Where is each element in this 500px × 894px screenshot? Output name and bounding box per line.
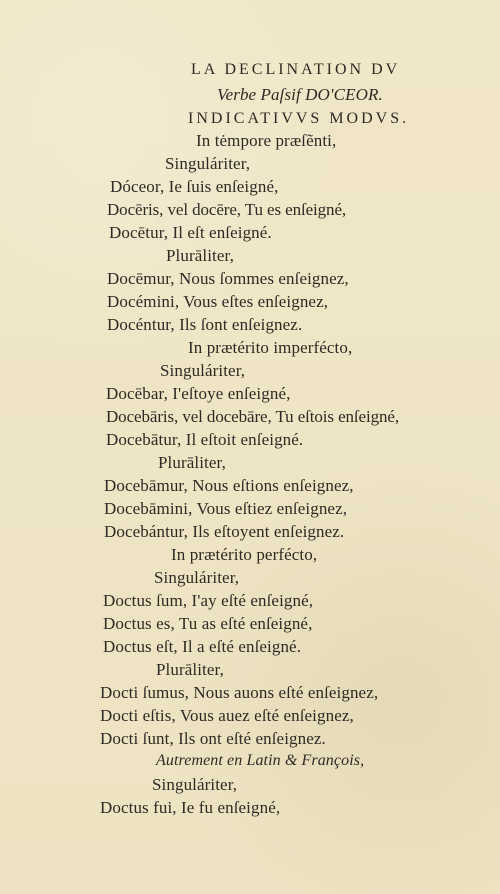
text-line-19: In prætérito perfécto,: [171, 545, 318, 564]
page-header-line-1: LA DECLINATION DV: [191, 61, 401, 78]
text-line-11: Singuláriter,: [160, 361, 246, 380]
text-line-24: Plurāliter,: [156, 660, 224, 679]
text-line-27: Docti ſunt, Ils ont eſté enſeignez.: [100, 729, 326, 748]
text-line-30: Doctus fui, Ie fu enſeigné,: [100, 798, 281, 817]
text-line-5: Docētur, Il eſt enſeigné.: [109, 223, 272, 242]
text-line-26: Docti eſtis, Vous auez eſté enſeignez,: [100, 706, 354, 725]
text-line-1: In tėmpore præſẽnti,: [196, 131, 337, 150]
text-line-25: Docti ſumus, Nous auons eſté enſeignez,: [100, 683, 379, 702]
text-line-21: Doctus ſum, I'ay eſté enſeigné,: [103, 591, 314, 610]
text-line-3: Dóceor, Ie ſuis enſeigné,: [110, 177, 279, 196]
text-line-18: Docebántur, Ils eſtoyent enſeignez.: [104, 522, 345, 541]
text-line-28: Autrement en Latin & François,: [156, 752, 365, 769]
text-line-6: Plurāliter,: [166, 246, 234, 265]
text-line-17: Docebāmini, Vous eſtiez enſeignez,: [104, 499, 348, 518]
text-line-10: In prætérito imperfécto,: [188, 338, 353, 357]
page-header-line-2: Verbe Paſsif DO'CEOR.: [217, 85, 383, 104]
text-line-12: Docēbar, I'eſtoye enſeigné,: [106, 384, 291, 403]
text-line-13: Docebāris, vel docebāre, Tu eſtois enſeigné,: [106, 407, 400, 426]
text-line-20: Singuláriter,: [154, 568, 240, 587]
text-line-7: Docēmur, Nous ſommes enſeignez,: [107, 269, 349, 288]
page-header-line-3: INDICATIVVS MODVS.: [188, 110, 410, 127]
text-line-15: Plurāliter,: [158, 453, 226, 472]
text-line-9: Docéntur, Ils ſont enſeignez.: [107, 315, 303, 334]
text-line-22: Doctus es, Tu as eſté enſeigné,: [103, 614, 313, 633]
text-line-4: Docēris, vel docēre, Tu es enſeigné,: [107, 200, 347, 219]
text-line-14: Docebātur, Il eſtoit enſeigné.: [106, 430, 304, 449]
text-line-23: Doctus eſt, Il a eſté enſeigné.: [103, 637, 302, 656]
text-line-8: Docémini, Vous eſtes enſeignez,: [107, 292, 329, 311]
text-line-2: Singuláriter,: [165, 154, 251, 173]
text-line-29: Singuláriter,: [152, 775, 238, 794]
text-line-16: Docebāmur, Nous eſtions enſeignez,: [104, 476, 354, 495]
